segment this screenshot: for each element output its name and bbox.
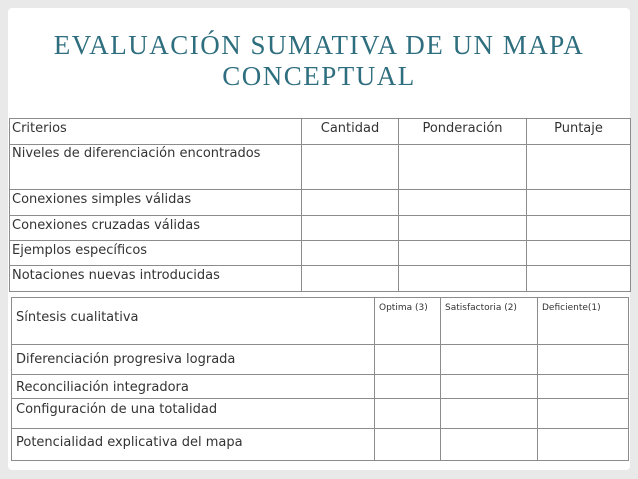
header-ponderacion: Ponderación xyxy=(399,119,527,145)
page-title: EVALUACIÓN SUMATIVA DE UN MAPA CONCEPTUAL xyxy=(53,30,585,91)
ponderacion-cell xyxy=(399,216,527,241)
puntaje-cell xyxy=(527,145,631,190)
table-row xyxy=(10,216,631,241)
table-row xyxy=(10,145,631,190)
satisfactoria-cell xyxy=(441,399,538,429)
table-header-row xyxy=(10,119,631,145)
row-label: Configuración de una totalidad xyxy=(12,399,375,429)
ponderacion-cell xyxy=(399,266,527,292)
ponderacion-cell xyxy=(399,241,527,266)
ponderacion-cell xyxy=(399,145,527,190)
row-label: Potencialidad explicativa del mapa xyxy=(12,429,375,461)
table-row xyxy=(10,190,631,216)
satisfactoria-cell xyxy=(441,429,538,461)
table-row xyxy=(10,266,631,292)
header-puntaje: Puntaje xyxy=(527,119,631,145)
cantidad-cell xyxy=(302,190,399,216)
header-cantidad: Cantidad xyxy=(302,119,399,145)
header-sintesis: Síntesis cualitativa xyxy=(12,298,375,345)
table-row xyxy=(12,345,629,375)
optima-cell xyxy=(375,399,441,429)
optima-cell xyxy=(375,429,441,461)
puntaje-cell xyxy=(527,190,631,216)
evaluation-table xyxy=(9,118,631,292)
row-label: Conexiones simples válidas xyxy=(10,190,302,216)
deficiente-cell xyxy=(538,375,629,399)
row-label: Reconciliación integradora xyxy=(12,375,375,399)
puntaje-cell xyxy=(527,241,631,266)
optima-cell xyxy=(375,345,441,375)
cantidad-cell xyxy=(302,241,399,266)
ponderacion-cell xyxy=(399,190,527,216)
optima-cell xyxy=(375,375,441,399)
table-row xyxy=(12,429,629,461)
qualitative-table xyxy=(11,297,629,461)
header-deficiente: Deficiente(1) xyxy=(538,298,629,345)
header-optima: Optima (3) xyxy=(375,298,441,345)
deficiente-cell xyxy=(538,429,629,461)
table-row xyxy=(12,375,629,399)
satisfactoria-cell xyxy=(441,345,538,375)
table-row xyxy=(12,399,629,429)
row-label: Conexiones cruzadas válidas xyxy=(10,216,302,241)
puntaje-cell xyxy=(527,216,631,241)
row-label: Ejemplos específicos xyxy=(10,241,302,266)
satisfactoria-cell xyxy=(441,375,538,399)
header-satisfactoria: Satisfactoria (2) xyxy=(441,298,538,345)
table-row xyxy=(10,241,631,266)
cantidad-cell xyxy=(302,216,399,241)
row-label: Niveles de diferenciación encontrados xyxy=(10,145,302,190)
cantidad-cell xyxy=(302,145,399,190)
puntaje-cell xyxy=(527,266,631,292)
deficiente-cell xyxy=(538,345,629,375)
cantidad-cell xyxy=(302,266,399,292)
row-label: Diferenciación progresiva lograda xyxy=(12,345,375,375)
header-criterios: Criterios xyxy=(10,119,302,145)
row-label: Notaciones nuevas introducidas xyxy=(10,266,302,292)
table-header-row xyxy=(12,298,629,345)
deficiente-cell xyxy=(538,399,629,429)
